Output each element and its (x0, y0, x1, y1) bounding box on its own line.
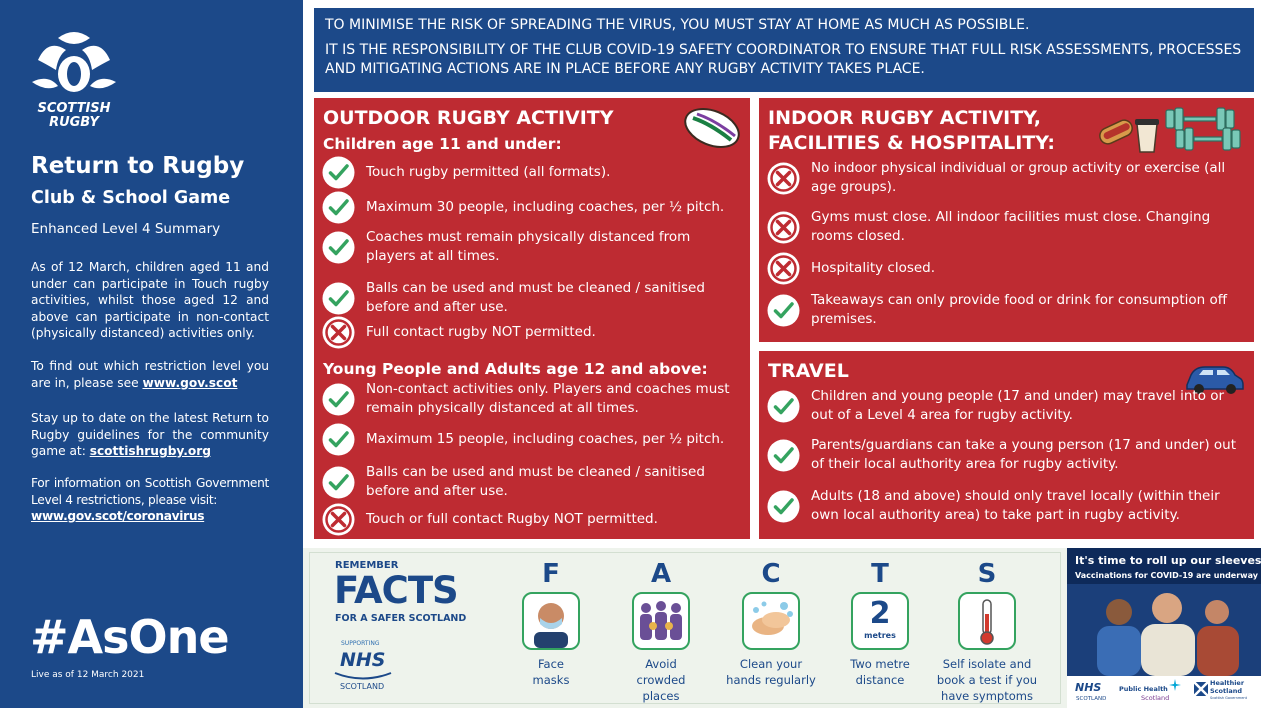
rule-item (322, 503, 744, 536)
cross-icon (767, 211, 800, 244)
travel-title: TRAVEL (768, 360, 849, 382)
two-metre-number: 2 (869, 596, 891, 631)
fact-c-letter: C (761, 559, 781, 589)
two-metre-unit: metres (864, 631, 896, 640)
sidebar (0, 0, 303, 708)
restriction-level-text: To find out which restriction level you are in, please see (31, 359, 269, 390)
face-mask-icon (522, 592, 580, 650)
check-icon (767, 439, 800, 472)
fact-f (496, 560, 606, 688)
fact-c-caption: Clean your hands regularly (726, 657, 816, 687)
gov-info-text: For information on Scottish Government Level 4 restrictions, please visit: (31, 476, 269, 507)
crowd-icon (632, 592, 690, 650)
facts-remember: REMEMBER (335, 560, 399, 571)
check-icon (322, 231, 355, 264)
check-icon (322, 466, 355, 499)
page-title: Return to Rugby (31, 153, 245, 179)
rule-item (767, 159, 1248, 197)
scottish-rugby-link[interactable]: scottishrugby.org (89, 444, 211, 458)
rule-item (322, 423, 744, 456)
vaccination-subline: Vaccinations for COVID-19 are underway (1075, 571, 1258, 580)
rule-item (322, 316, 744, 349)
two-metre-icon (851, 592, 909, 650)
fact-c (716, 560, 826, 688)
indoor-panel (759, 98, 1254, 342)
fact-a-letter: A (650, 559, 672, 589)
check-icon (322, 156, 355, 189)
rule-text: Adults (18 and above) should only travel locally (within their own local authority area) to take part in rugby activity. (811, 488, 1220, 523)
cross-icon (767, 162, 800, 195)
vaccination-headline: It's time to roll up our sleeves (1075, 554, 1261, 567)
intro-paragraph: As of 12 March, children aged 11 and under can participate in Touch rugby activities, whilst those aged 12 and above can participate in non-contact (physically distanced) activities only. (31, 260, 269, 340)
facts-word: FACTS (334, 569, 458, 612)
indoor-title-line-2: FACILITIES & HOSPITALITY: (768, 132, 1055, 154)
fact-f-caption: Face masks (532, 657, 570, 687)
rule-item (767, 436, 1248, 474)
rule-item (767, 252, 1248, 285)
vax-hs-line-3: Scottish Government (1210, 696, 1247, 700)
facts-nhs-logo: NHS (340, 649, 386, 671)
vaccinated-people-image (1067, 584, 1261, 676)
phs-star-icon (1169, 679, 1181, 691)
check-icon (767, 390, 800, 423)
rule-text: Full contact rugby NOT permitted. (366, 324, 596, 340)
fact-s-caption: Self isolate and book a test if you have symptoms (936, 657, 1038, 703)
rule-item (322, 463, 744, 501)
banner-line-2: IT IS THE RESPONSIBILITY OF THE CLUB COVID-19 SAFETY COORDINATOR TO ENSURE THAT FULL RISK ASSESSMENTS, PROCESSES AND MITIGATING ACTIONS ARE IN PLACE BEFORE ANY RUGBY ACTIVITY TAKES PLACE. (325, 42, 1242, 77)
rule-item (767, 487, 1248, 525)
travel-panel (759, 351, 1254, 539)
fact-t (825, 560, 935, 688)
rule-text: Balls can be used and must be cleaned / sanitised before and after use. (366, 464, 705, 499)
rule-text: Coaches must remain physically distanced from players at all times. (366, 229, 691, 264)
rule-item (767, 291, 1248, 329)
indoor-title-line-1: INDOOR RUGBY ACTIVITY, (768, 107, 1042, 129)
outdoor-panel (314, 98, 750, 539)
coronavirus-link[interactable]: www.gov.scot/coronavirus (31, 509, 205, 523)
cross-icon (767, 252, 800, 285)
cross-icon (322, 503, 355, 536)
fact-s (931, 560, 1043, 704)
rule-text: Touch or full contact Rugby NOT permitted. (366, 511, 658, 527)
check-icon (767, 490, 800, 523)
dumbbell-icon (1164, 106, 1246, 152)
vaccination-panel (1067, 548, 1261, 708)
rule-text: Maximum 30 people, including coaches, per ½ pitch. (366, 199, 725, 215)
check-icon (767, 294, 800, 327)
vax-phs-line-1: Public Health (1119, 685, 1168, 693)
nhs-swoosh-icon (333, 670, 393, 682)
thermometer-icon (958, 592, 1016, 650)
adults-heading: Young People and Adults age 12 and above: (323, 360, 708, 378)
stay-home-banner (314, 8, 1254, 92)
rule-text: Children and young people (17 and under) may travel into or out of a Level 4 area for rugby activity. (811, 388, 1225, 423)
restriction-level-paragraph (31, 358, 269, 391)
children-heading: Children age 11 and under: (323, 135, 562, 153)
scottish-rugby-logo (28, 30, 120, 130)
rule-text: No indoor physical individual or group activity or exercise (all age groups). (811, 160, 1226, 195)
rugby-ball-icon (681, 104, 743, 152)
rule-text: Maximum 15 people, including coaches, per ½ pitch. (366, 431, 725, 447)
rule-item (767, 208, 1248, 246)
logo-line-1: SCOTTISH (37, 101, 111, 116)
vax-nhs-sub: SCOTLAND (1076, 696, 1107, 702)
facts-supporting: SUPPORTING (341, 640, 380, 647)
rule-text: Gyms must close. All indoor facilities must close. Changing rooms closed. (811, 209, 1211, 244)
fact-f-letter: F (542, 559, 560, 589)
banner-line-1: TO MINIMISE THE RISK OF SPREADING THE VIRUS, YOU MUST STAY AT HOME AS MUCH AS POSSIBLE. (325, 17, 1030, 33)
vax-nhs-logo: NHS (1075, 681, 1102, 694)
gov-scot-link[interactable]: www.gov.scot (142, 375, 238, 390)
gov-info-paragraph (31, 475, 269, 525)
saltire-icon (1194, 682, 1208, 696)
guidelines-text: Stay up to date on the latest Return to Rugby guidelines for the community game at: (31, 411, 269, 458)
partner-logos (1067, 676, 1261, 708)
vax-hs-line-2: Scotland (1210, 687, 1243, 695)
check-icon (322, 423, 355, 456)
rule-text: Non-contact activities only. Players and coaches must remain physically distanced at all times. (366, 381, 730, 416)
page-subtitle: Club & School Game (31, 188, 231, 208)
rule-text: Balls can be used and must be cleaned / sanitised before and after use. (366, 280, 705, 315)
fact-a-caption: Avoid crowded places (636, 657, 686, 703)
rule-item (322, 191, 744, 224)
thistle-icon (28, 30, 120, 98)
rule-item (322, 380, 744, 418)
facts-tagline: FOR A SAFER SCOTLAND (335, 613, 467, 624)
fact-a (606, 560, 716, 704)
vax-hs-line-1: Healthier (1210, 679, 1245, 687)
rule-item (322, 156, 744, 189)
check-icon (322, 282, 355, 315)
facts-strip (303, 548, 1067, 708)
asone-hashtag: #AsOne (30, 610, 229, 664)
fact-t-letter: T (871, 559, 889, 589)
level-summary: Enhanced Level 4 Summary (31, 221, 221, 237)
hand-washing-icon (742, 592, 800, 650)
rule-text: Hospitality closed. (811, 260, 936, 276)
check-icon (322, 191, 355, 224)
facts-nhs-sub: SCOTLAND (340, 682, 385, 691)
cross-icon (322, 316, 355, 349)
rule-text: Parents/guardians can take a young person (17 and under) out of their local authority area for rugby activity. (811, 437, 1237, 472)
check-icon (322, 383, 355, 416)
vax-phs-line-2: Scotland (1141, 694, 1170, 702)
rule-item (322, 279, 744, 317)
rule-text: Takeaways can only provide food or drink for consumption off premises. (811, 292, 1228, 327)
live-date: Live as of 12 March 2021 (31, 670, 145, 680)
fact-t-caption: Two metre distance (850, 657, 910, 687)
rule-text: Touch rugby permitted (all formats). (366, 164, 611, 180)
guidelines-paragraph (31, 410, 269, 460)
logo-line-2: RUGBY (49, 115, 99, 130)
fact-s-letter: S (977, 559, 997, 589)
rule-item (767, 387, 1248, 425)
hotdog-coffee-icon (1097, 112, 1161, 154)
outdoor-title: OUTDOOR RUGBY ACTIVITY (323, 107, 614, 129)
rule-item (322, 228, 744, 266)
